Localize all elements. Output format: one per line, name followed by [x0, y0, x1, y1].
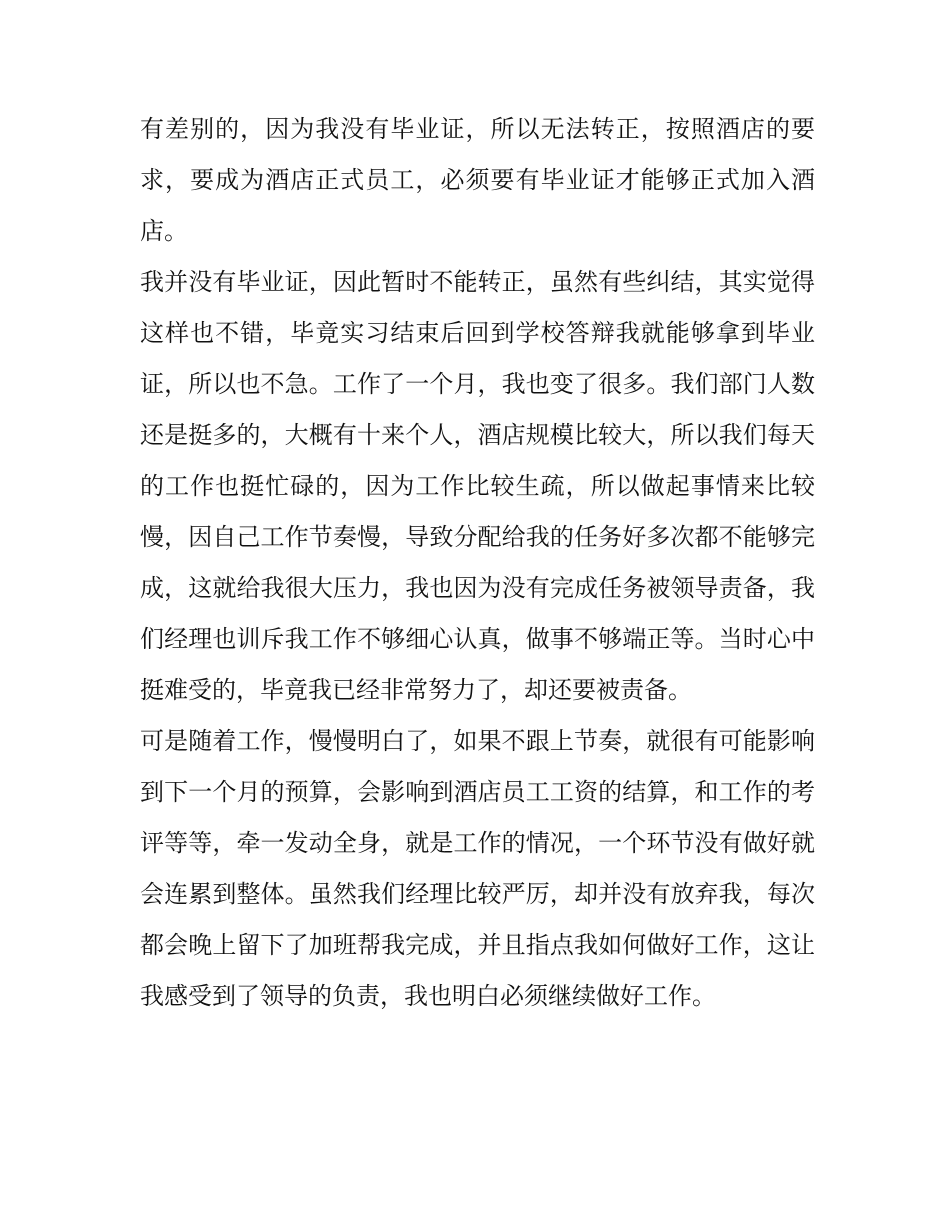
document-body — [140, 104, 815, 1022]
paragraph-2: 我并没有毕业证，因此暂时不能转正，虽然有些纠结，其实觉得这样也不错，毕竟实习结束后回到学校答辩我就能够拿到毕业证，所以也不急。工作了一个月，我也变了很多。我们部门人数还是挺多的，大概有十来个人，酒店规模比较大，所以我们每天的工作也挺忙碌的，因为工作比较生疏，所以做起事情来比较慢，因自己工作节奏慢，导致分配给我的任务好多次都不能够完成，这就给我很大压力，我也因为没有完成任务被领导责备，我们经理也训斥我工作不够细心认真，做事不够端正等。当时心中挺难受的，毕竟我已经非常努力了，却还要被责备。 — [140, 268, 815, 704]
paragraph-3: 可是随着工作，慢慢明白了，如果不跟上节奏，就很有可能影响到下一个月的预算，会影响到酒店员工工资的结算，和工作的考评等等，牵一发动全身，就是工作的情况，一个环节没有做好就会连累到整体。虽然我们经理比较严厉，却并没有放弃我，每次都会晚上留下了加班帮我完成，并且指点我如何做好工作，这让我感受到了领导的负责，我也明白必须继续做好工作。 — [140, 727, 815, 1010]
paragraph-1: 有差别的，因为我没有毕业证，所以无法转正，按照酒店的要求，要成为酒店正式员工，必须要有毕业证才能够正式加入酒店。 — [140, 115, 815, 245]
